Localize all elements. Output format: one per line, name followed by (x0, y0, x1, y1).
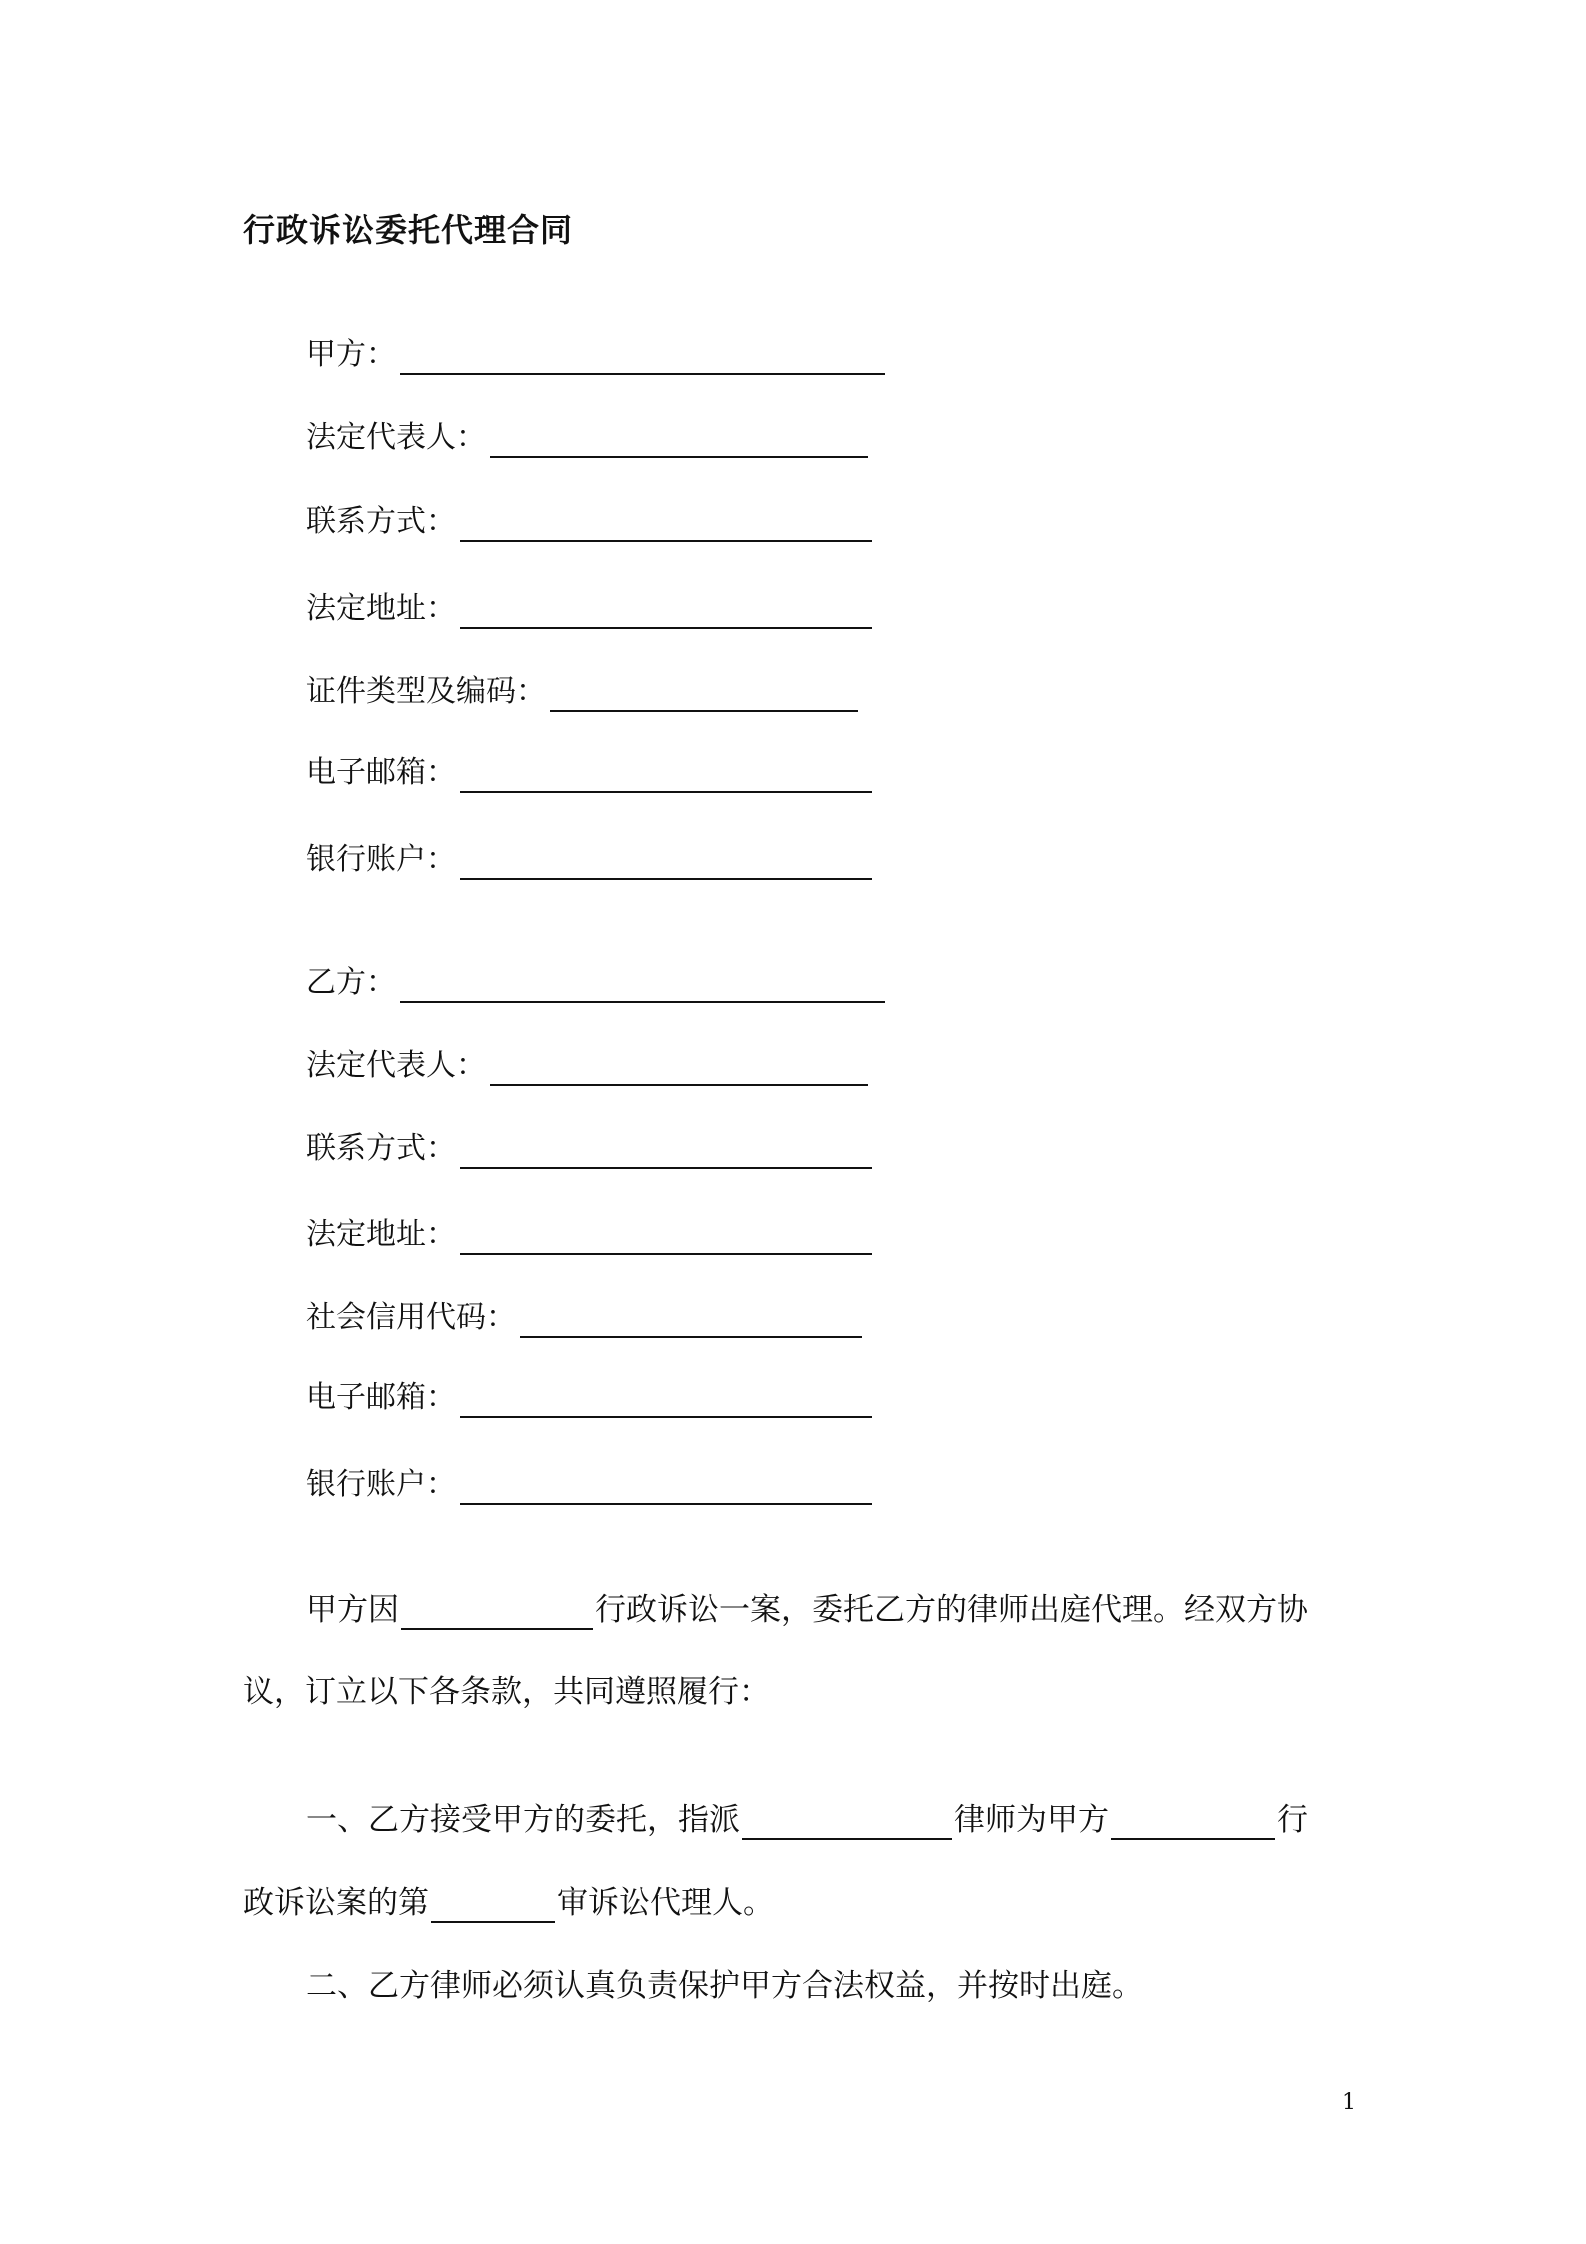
party-b-name-blank (400, 971, 885, 1003)
party-a-bank-field (306, 840, 872, 880)
intro-part1: 甲方因 (306, 1592, 399, 1628)
party-b-bank-blank (460, 1473, 872, 1505)
party-a-email-blank (460, 761, 872, 793)
party-b-email-label: 电子邮箱： (306, 1380, 456, 1415)
party-a-rep-label: 法定代表人： (306, 420, 486, 455)
party-a-contact-field (306, 502, 872, 542)
party-a-bank-label: 银行账户： (306, 842, 456, 877)
party-a-address-label: 法定地址： (306, 591, 456, 626)
page-number: 1 (1342, 2090, 1356, 2115)
clause-2 (306, 1966, 1143, 2006)
party-a-id-blank (550, 680, 858, 712)
party-b-credit-field (306, 1298, 862, 1338)
party-a-name-blank (400, 343, 885, 375)
document-title: 行政诉讼委托代理合同 (243, 211, 574, 249)
clause-1-line2-part1: 政诉讼案的第 (243, 1885, 429, 1921)
party-a-email-label: 电子邮箱： (306, 755, 456, 790)
party-b-name-field (306, 963, 885, 1003)
party-a-email-field (306, 753, 872, 793)
party-a-contact-blank (460, 510, 872, 542)
party-b-credit-label: 社会信用代码： (306, 1300, 516, 1335)
party-b-name-label: 乙方： (306, 965, 396, 1000)
intro-line-1 (306, 1590, 1308, 1630)
party-b-bank-label: 银行账户： (306, 1467, 456, 1502)
clause-1-part3: 行 (1277, 1802, 1308, 1838)
clause-2-text: 二、乙方律师必须认真负责保护甲方合法权益，并按时出庭。 (306, 1968, 1143, 2004)
party-b-contact-field (306, 1129, 872, 1169)
party-a-rep-field (306, 418, 868, 458)
party-b-address-blank (460, 1223, 872, 1255)
party-a-name-label: 甲方： (306, 337, 396, 372)
clause-1-part1: 一、乙方接受甲方的委托，指派 (306, 1802, 740, 1838)
party-a-address-blank (460, 597, 872, 629)
clause-1-instance-blank (431, 1891, 555, 1923)
clause-1-line2-part2: 审诉讼代理人。 (557, 1885, 774, 1921)
party-b-email-field (306, 1378, 872, 1418)
party-b-credit-blank (520, 1306, 862, 1338)
party-b-contact-blank (460, 1137, 872, 1169)
intro-line2: 议，订立以下各条款，共同遵照履行： (243, 1674, 770, 1710)
clause-1-lawyer-blank (742, 1808, 952, 1840)
party-a-address-field (306, 589, 872, 629)
party-a-contact-label: 联系方式： (306, 504, 456, 539)
party-a-id-label: 证件类型及编码： (306, 674, 546, 709)
clause-1-line-1 (306, 1800, 1308, 1840)
party-a-bank-blank (460, 848, 872, 880)
clause-1-line-2 (243, 1883, 774, 1923)
intro-part2: 行政诉讼一案，委托乙方的律师出庭代理。经双方协 (595, 1592, 1308, 1628)
party-b-contact-label: 联系方式： (306, 1131, 456, 1166)
intro-case-blank (401, 1598, 593, 1630)
clause-1-case-blank (1111, 1808, 1275, 1840)
party-a-id-field (306, 672, 858, 712)
party-b-address-label: 法定地址： (306, 1217, 456, 1252)
party-a-name-field (306, 335, 885, 375)
party-b-rep-label: 法定代表人： (306, 1048, 486, 1083)
party-b-email-blank (460, 1386, 872, 1418)
party-b-bank-field (306, 1465, 872, 1505)
party-b-address-field (306, 1215, 872, 1255)
party-b-rep-blank (490, 1054, 868, 1086)
party-a-rep-blank (490, 426, 868, 458)
clause-1-part2: 律师为甲方 (954, 1802, 1109, 1838)
intro-line-2 (243, 1672, 770, 1712)
party-b-rep-field (306, 1046, 868, 1086)
